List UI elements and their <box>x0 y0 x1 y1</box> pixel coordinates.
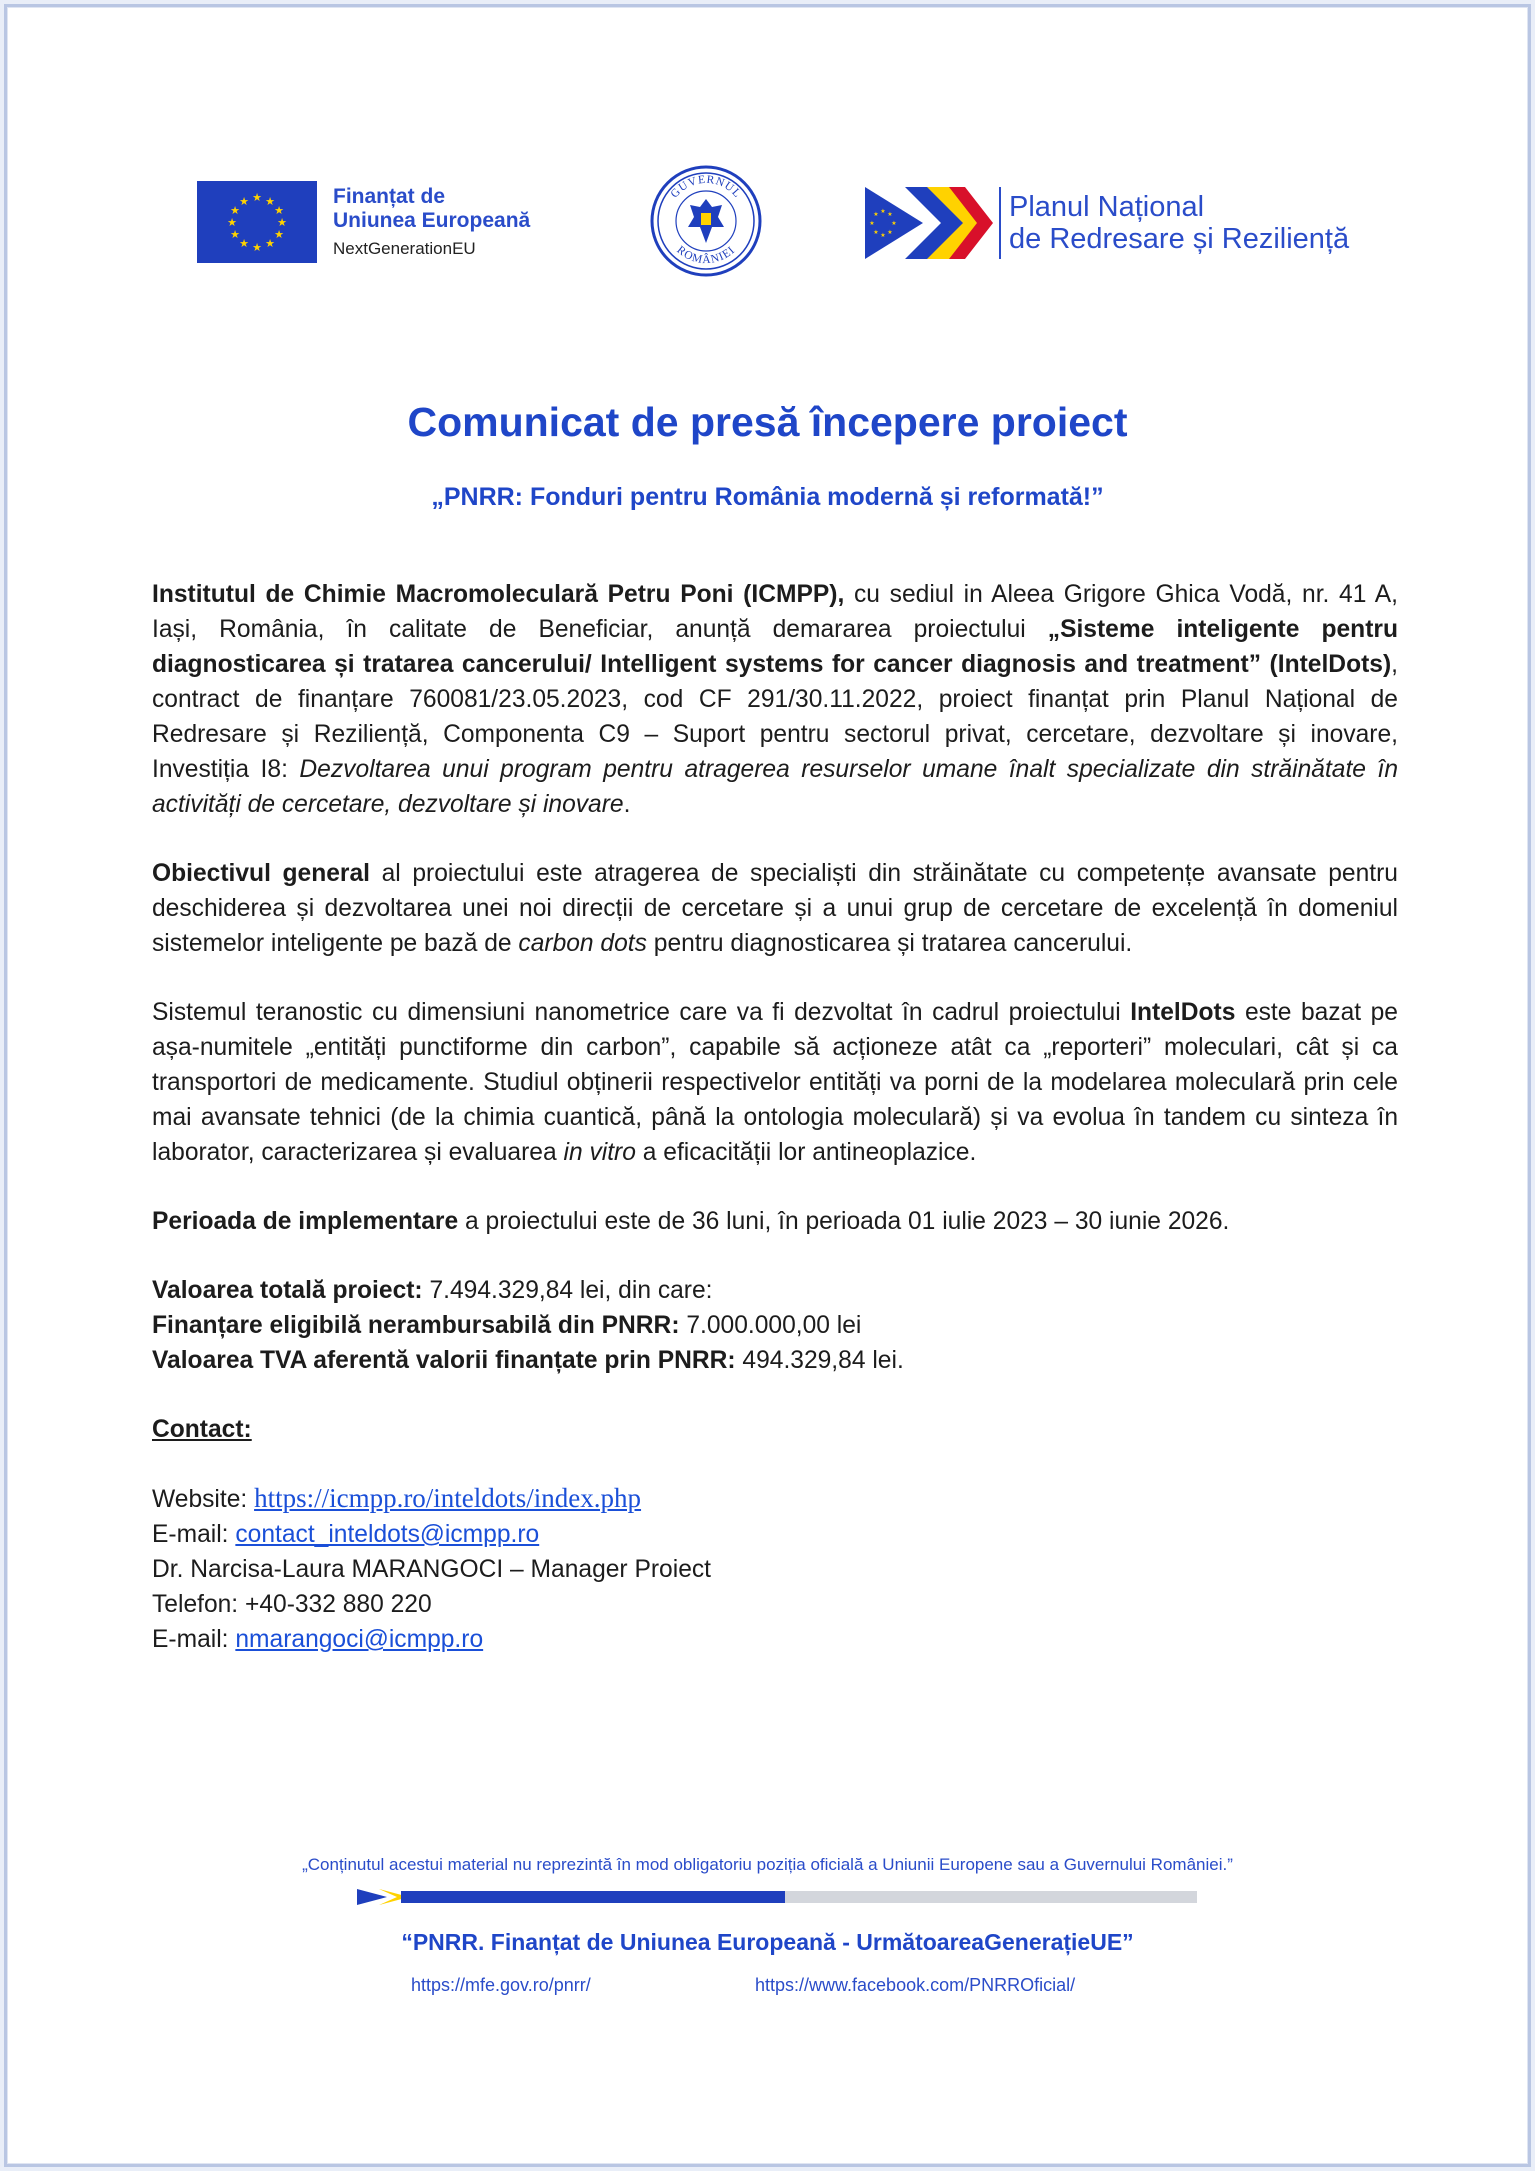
eu-flag-icon <box>197 181 317 263</box>
svg-text:★: ★ <box>252 191 262 204</box>
press-release-body <box>152 577 1398 1691</box>
manager-email-link[interactable]: nmarangoci@icmpp.ro <box>235 1626 484 1653</box>
description-paragraph: Sistemul teranostic cu dimensiuni nanometrice care va fi dezvoltat în cadrul proiectului IntelDots este bazat pe așa-numitele „entități punctiforme din carbon”, capabile să acționeze atât ca „reporteri” moleculari, cât și ca transportori de medicamente. Studiul obținerii respectivelor entități va porni de la modelarea moleculară prin cele mai avansate tehnici (de la chimia cuantică, până la ontologia moleculară) și va evolua în tandem cu sinteza în laborator, caracterizarea și evaluarea in vitro a eficacității lor antineoplazice. <box>152 999 1398 1166</box>
eu-logo-line1: Finanțat de <box>333 185 446 209</box>
pnrr-logo <box>865 187 1349 259</box>
objective-paragraph: Obiectivul general al proiectului este atragerea de specialiști din străinătate cu competențe avansate pentru deschiderea și dezvoltarea unei noi direcții de cercetare și a unui grup de cercetare de excelență în domeniul sistemelor inteligente pe bază de carbon dots pentru diagnosticarea și tratarea cancerului. <box>152 860 1398 957</box>
project-manager: Dr. Narcisa-Laura MARANGOCI – Manager Proiect <box>152 1556 712 1583</box>
phone-number: Telefon: +40-332 880 220 <box>152 1591 432 1618</box>
pnrr-logo-line2: de Redresare și Reziliență <box>1009 223 1350 255</box>
svg-text:★: ★ <box>277 216 287 229</box>
svg-text:★: ★ <box>265 237 275 250</box>
investment-title: Dezvoltarea unui program pentru atragerea resurselor umane înalt specializate din străinătate în activități de cercetare, dezvoltare și inovare <box>152 756 1398 818</box>
website-link[interactable]: https://icmpp.ro/inteldots/index.php <box>254 1483 642 1513</box>
eu-logo-line2: Uniunea Europeană <box>333 209 531 233</box>
pnrr-arrows-icon <box>865 187 993 259</box>
contact-heading: Contact: <box>152 1416 252 1443</box>
eu-logo-line3: NextGenerationEU <box>333 239 476 259</box>
intro-paragraph: Institutul de Chimie Macromoleculară Petru Poni (ICMPP), cu sediul in Aleea Grigore Ghica Vodă, nr. 41 A, Iași, România, în calitate de Beneficiar, anunță demararea proiectului „Sisteme inteligente pentru diagnosticarea și tratarea cancerului/ Intelligent systems for cancer diagnosis and treatment” (IntelDots), contract de finanțare 760081/23.05.2023, cod CF 291/30.11.2022, proiect finanțat prin Planul Național de Redresare și Reziliență, Componenta C9 – Suport pentru sectorul privat, cercetare, dezvoltare și inovare, Investiția I8: Dezvoltarea unui program pentru atragerea resurselor umane înalt specializate din străinătate în activități de cercetare, dezvoltare și inovare. <box>152 581 1399 818</box>
svg-text:★: ★ <box>239 195 249 208</box>
svg-text:★: ★ <box>274 204 284 217</box>
svg-text:★: ★ <box>891 220 897 227</box>
total-value: 7.494.329,84 lei, din care: <box>422 1277 713 1304</box>
page-title: Comunicat de presă începere proiect <box>407 399 1128 445</box>
contact-email-link[interactable]: contact_inteldots@icmpp.ro <box>235 1521 540 1548</box>
svg-text:★: ★ <box>880 232 886 239</box>
disclaimer-text: „Conținutul acestui material nu reprezintă în mod obligatoriu poziția oficială a Uniunii Europene sau a Guvernului României.” <box>302 1855 1233 1874</box>
implementation-period-paragraph: Perioada de implementare a proiectului este de 36 luni, în perioada 01 iulie 2023 – 30 iunie 2026. <box>152 1208 1230 1235</box>
institution-name: Institutul de Chimie Macromoleculară Petru Poni (ICMPP), <box>152 581 845 608</box>
svg-text:★: ★ <box>887 211 893 218</box>
eligible-value: 7.000.000,00 lei <box>679 1312 862 1339</box>
svg-text:★: ★ <box>274 228 284 241</box>
project-values: Valoarea totală proiect: 7.494.329,84 lei, din care: Finanțare eligibilă nerambursabilă din PNRR: 7.000.000,00 lei Valoarea TVA aferentă valorii finanțate prin PNRR: 494.329,84 lei. <box>152 1277 904 1374</box>
svg-text:★: ★ <box>880 208 886 215</box>
seal-bottom-text: ROMÂNIEI <box>674 243 738 267</box>
svg-text:★: ★ <box>239 237 249 250</box>
seal-top-text: GUVERNUL <box>668 173 744 201</box>
footer-color-bar <box>357 1889 1197 1905</box>
svg-text:★: ★ <box>887 229 893 236</box>
svg-text:★: ★ <box>873 229 879 236</box>
contact-section: Contact: Website: https://icmpp.ro/inteldots/index.php E-mail: contact_inteldots@icmpp.ro Dr. Narcisa-Laura MARANGOCI – Manager Proiect Telefon: +40-332 880 220 E-mail: nmarangoci@icmpp.ro <box>152 1412 1398 1657</box>
svg-text:★: ★ <box>873 211 879 218</box>
footer-link-mfe[interactable]: https://mfe.gov.ro/pnrr/ <box>411 1975 591 1995</box>
footer-link-facebook[interactable]: https://www.facebook.com/PNRROficial/ <box>755 1975 1076 1995</box>
svg-text:★: ★ <box>230 228 240 241</box>
svg-text:★: ★ <box>230 204 240 217</box>
romanian-government-seal-icon <box>650 165 762 277</box>
svg-text:★: ★ <box>265 195 275 208</box>
svg-text:★: ★ <box>869 220 875 227</box>
svg-text:★: ★ <box>227 216 237 229</box>
footer-slogan: “PNRR. Finanțat de Uniunea Europeană - UrmătoareaGenerațieUE” <box>401 1929 1134 1955</box>
pnrr-logo-line1: Planul Național <box>1009 190 1205 223</box>
vat-value: 494.329,84 lei. <box>735 1347 904 1374</box>
project-name: „Sisteme inteligente pentru diagnosticarea și tratarea cancerului/ Intelligent systems for cancer diagnosis and treatment” (IntelDots) <box>152 616 1398 678</box>
eu-funding-logo <box>197 181 530 263</box>
page-subtitle: „PNRR: Fonduri pentru România modernă și reformată!” <box>431 483 1104 511</box>
svg-text:★: ★ <box>252 241 262 254</box>
header-logos <box>7 7 1528 307</box>
document-page <box>4 4 1531 2167</box>
